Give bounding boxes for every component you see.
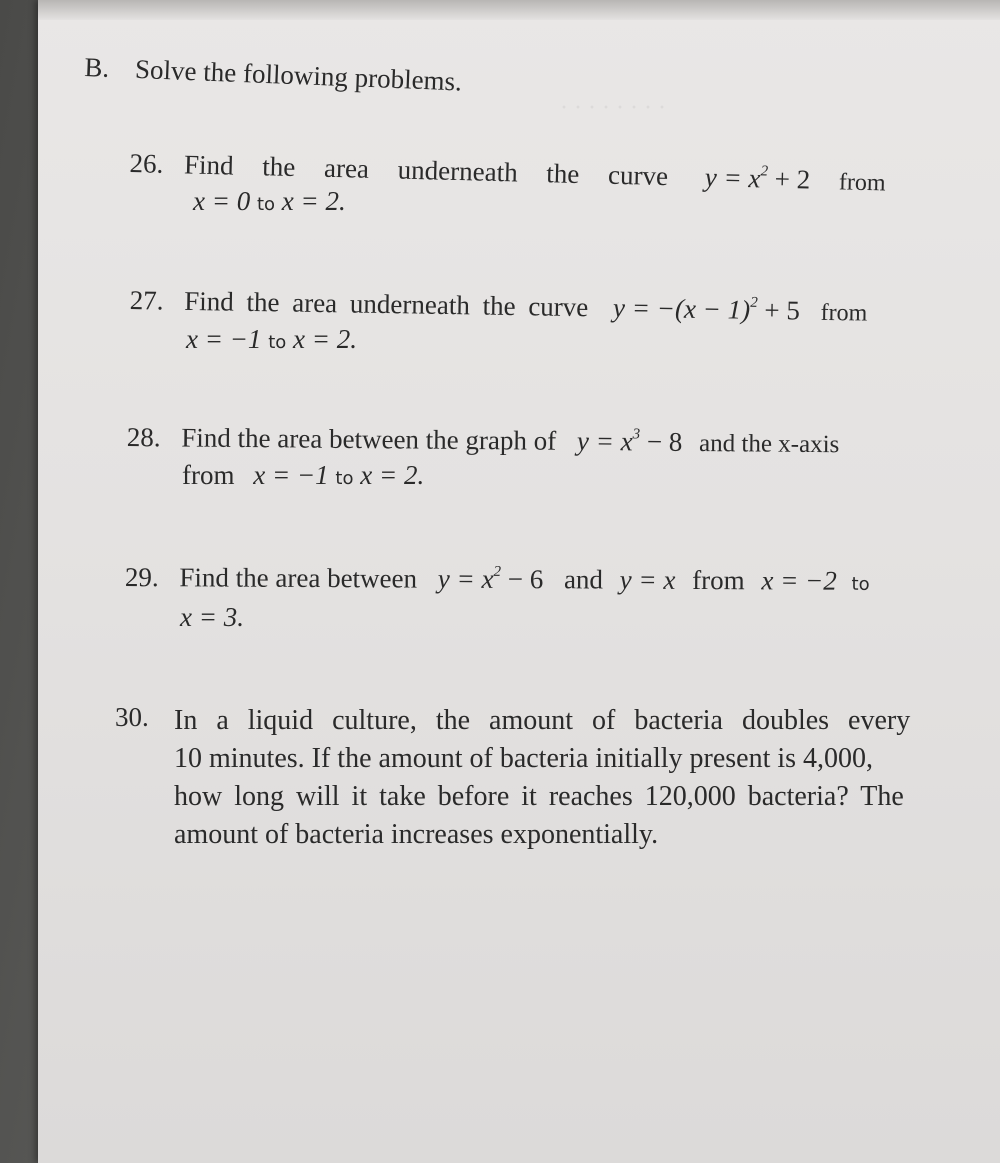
problem-text: Find the area underneath the curve bbox=[183, 149, 669, 192]
section-instruction: Solve the following problems. bbox=[134, 53, 463, 97]
problem-number: 28. bbox=[126, 422, 161, 453]
problem-text: Find the area underneath the curve bbox=[184, 285, 589, 323]
problem-28 bbox=[127, 422, 840, 459]
upper-bound: x = 2. bbox=[360, 460, 425, 490]
problem-text-trail: from bbox=[820, 299, 868, 327]
problem-text: Find the area between the graph of bbox=[181, 422, 557, 456]
problem-30-line: In a liquid culture, the amount of bacteria doubles every bbox=[174, 705, 911, 736]
problem-text-trail: and the x-axis bbox=[698, 429, 840, 459]
equation: $y = x^2 - 6$ bbox=[437, 563, 544, 595]
problem-30-number bbox=[115, 702, 149, 733]
problem-number: 30. bbox=[115, 702, 149, 732]
problem-29-line2 bbox=[180, 602, 244, 633]
page-top-shadow bbox=[38, 0, 1000, 20]
problem-29 bbox=[125, 562, 870, 597]
problem-number: 27. bbox=[129, 285, 164, 316]
equation: $y = -(x - 1)^2 + 5$ bbox=[612, 292, 801, 326]
problem-30-line: amount of bacteria increases exponentially. bbox=[174, 819, 659, 850]
problem-26-line2 bbox=[193, 186, 346, 217]
equation: $y = x^3 - 8$ bbox=[576, 425, 683, 457]
upper-bound: x = 2. bbox=[293, 324, 357, 354]
problem-number: 29. bbox=[124, 562, 159, 593]
problem-30-line: how long will it take before it reaches 120,000 bacteria? The bbox=[174, 781, 904, 812]
and-word: and bbox=[563, 564, 604, 595]
to-word: to bbox=[268, 332, 287, 353]
lower-bound: x = −1 bbox=[253, 460, 329, 490]
problem-30 bbox=[174, 702, 919, 854]
equation-3: x = −2 bbox=[761, 565, 837, 596]
from-word: from bbox=[692, 564, 745, 596]
upper-bound: x = 3. bbox=[180, 602, 244, 632]
problem-28-line2 bbox=[182, 460, 424, 491]
upper-bound: x = 2. bbox=[281, 186, 346, 216]
to-word: to bbox=[851, 573, 870, 595]
lower-bound: x = 0 bbox=[193, 186, 251, 216]
problem-text-trail: from bbox=[838, 169, 886, 197]
problem-30-line: 10 minutes. If the amount of bacteria initially present is 4,000, bbox=[174, 743, 874, 774]
equation: $y = x^2 + 2$ bbox=[704, 162, 811, 195]
to-word: to bbox=[335, 468, 354, 489]
lower-bound: x = −1 bbox=[186, 324, 262, 354]
bleed-through-decoration: · · · · · · · · bbox=[560, 95, 666, 121]
section-label: B. bbox=[83, 52, 110, 83]
equation-2: y = x bbox=[619, 564, 676, 595]
problem-text: Find the area between bbox=[179, 562, 418, 594]
to-word: to bbox=[256, 194, 276, 215]
problem-27-line2 bbox=[186, 324, 357, 355]
from-word: from bbox=[182, 460, 235, 490]
problem-number: 26. bbox=[129, 148, 164, 179]
